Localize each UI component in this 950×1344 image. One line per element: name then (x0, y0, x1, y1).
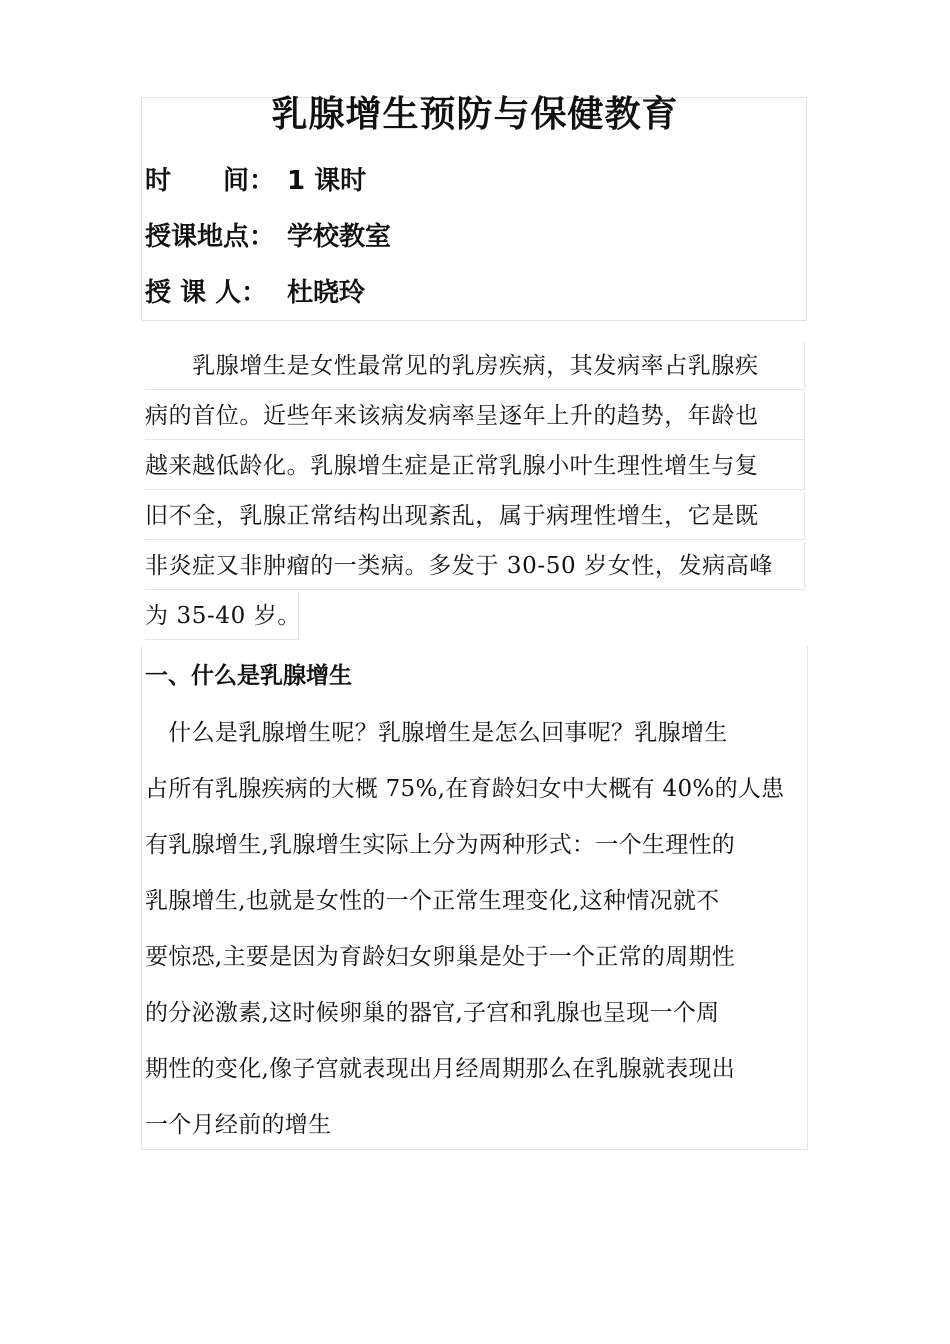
info-teacher-row (145, 276, 365, 310)
section-heading: 一、什么是乳腺增生 (145, 663, 352, 689)
section-body-line: 期性的变化,像子宫就表现出月经周期那么在乳腺就表现出 (145, 1056, 736, 1082)
info-time-row (145, 164, 366, 198)
section-body-line: 的分泌激素,这时候卵巢的器官,子宫和乳腺也呈现一个周 (145, 1000, 720, 1026)
intro-paragraph-line: 越来越低龄化。乳腺增生症是正常乳腺小叶生理性增生与复 (145, 442, 805, 490)
intro-paragraph-line: 为 35-40 岁。 (145, 592, 299, 640)
info-place-label: 授课地点： (145, 222, 276, 252)
intro-paragraph-line: 乳腺增生是女性最常见的乳房疾病，其发病率占乳腺疾 (145, 342, 805, 390)
section-body-line: 乳腺增生,也就是女性的一个正常生理变化,这种情况就不 (145, 888, 720, 914)
section-body-line: 占所有乳腺疾病的大概 75%,在育龄妇女中大概有 40%的人患 (145, 776, 785, 802)
intro-paragraph-line: 旧不全，乳腺正常结构出现紊乱，属于病理性增生，它是既 (145, 492, 805, 540)
info-teacher-value: 杜晓玲 (287, 278, 366, 308)
section-body-line: 要惊恐,主要是因为育龄妇女卵巢是处于一个正常的周期性 (145, 944, 736, 970)
intro-paragraph-line: 非炎症又非肿瘤的一类病。多发于 30-50 岁女性，发病高峰 (145, 542, 805, 590)
document-title: 乳腺增生预防与保健教育 (271, 94, 679, 135)
info-place-row (145, 220, 391, 254)
section-body-line: 一个月经前的增生 (145, 1112, 332, 1138)
info-time-label: 时 间： (145, 166, 276, 196)
section-body-line: 有乳腺增生,乳腺增生实际上分为两种形式：一个生理性的 (145, 832, 736, 858)
section-body-line: 什么是乳腺增生呢？乳腺增生是怎么回事呢？乳腺增生 (145, 720, 728, 746)
info-teacher-label: 授 课 人： (145, 278, 268, 308)
intro-paragraph-line: 病的首位。近些年来该病发病率呈逐年上升的趋势，年龄也 (145, 392, 805, 440)
info-place-value: 学校教室 (287, 222, 392, 252)
info-time-value: 1 课时 (287, 166, 367, 196)
